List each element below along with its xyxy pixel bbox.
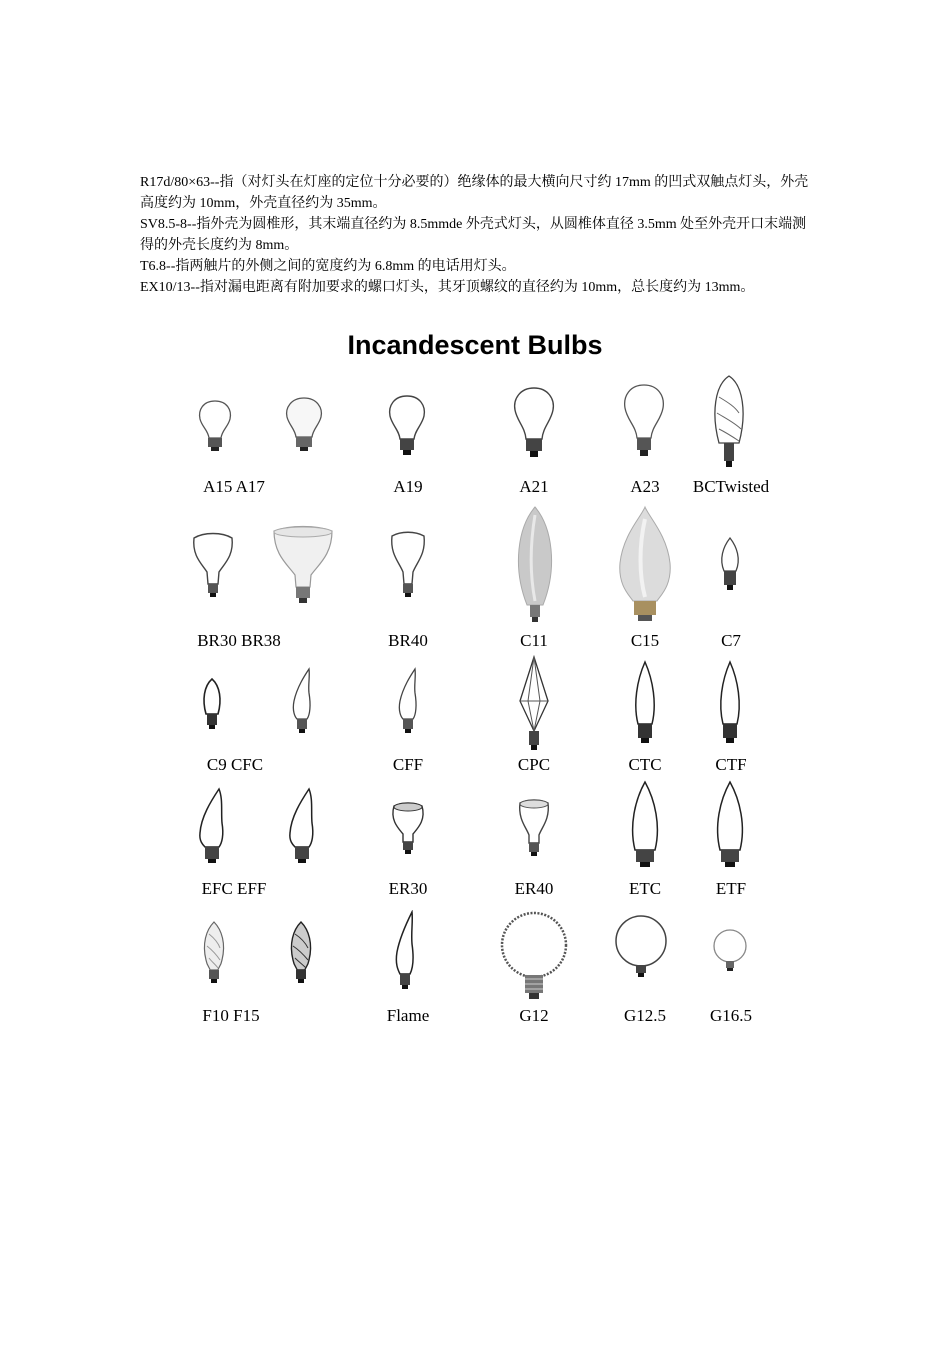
c9-bulb-icon — [199, 676, 225, 732]
label-cff: CFF — [392, 755, 424, 774]
label-er40: ER40 — [514, 879, 554, 898]
cff-bulb-icon — [393, 667, 423, 739]
label-c11: C11 — [520, 631, 548, 650]
cfc-bulb-icon — [287, 667, 317, 739]
label-ctf: CTF — [715, 755, 747, 774]
label-ctc: CTC — [628, 755, 662, 774]
label-cpc: CPC — [517, 755, 551, 774]
label-f10-f15: F10 F15 — [202, 1006, 260, 1025]
label-flame: Flame — [386, 1006, 430, 1025]
spec-paragraphs — [140, 172, 820, 298]
eff-bulb-icon — [285, 787, 319, 867]
spec-r17d: R17d/80×63--指（对灯头在灯座的定位十分必要的）绝缘体的最大横向尺寸约 17mm 的凹式双触点灯头，外壳高度约为 10mm，外壳直径约为 35mm。 — [140, 175, 809, 211]
label-etc: ETC — [628, 879, 662, 898]
label-a15-a17: A15 A17 — [203, 477, 265, 496]
br30-bulb-icon — [188, 530, 238, 600]
br40-bulb-icon — [387, 528, 429, 600]
c11-bulb-icon — [508, 505, 562, 625]
f10-bulb-icon — [198, 920, 230, 986]
spec-ex10: EX10/13--指对漏电距离有附加要求的螺口灯头，其牙顶螺纹的直径约为 10mm，总长度约为 13mm。 — [140, 280, 755, 295]
label-etf: ETF — [715, 879, 747, 898]
cpc-bulb-icon — [514, 655, 554, 755]
a19-bulb-icon — [385, 393, 429, 459]
label-c9-cfc: C9 CFC — [206, 755, 264, 774]
er30-bulb-icon — [388, 800, 428, 858]
er40-bulb-icon — [514, 797, 554, 861]
label-er30: ER30 — [388, 879, 428, 898]
a15-bulb-icon — [194, 398, 236, 454]
g16-5-bulb-icon — [711, 927, 749, 975]
label-c15: C15 — [630, 631, 660, 650]
label-a21: A21 — [519, 477, 549, 496]
label-g12-5: G12.5 — [623, 1006, 667, 1025]
br38-bulb-icon — [270, 525, 336, 605]
label-br40: BR40 — [388, 631, 428, 650]
label-g16-5: G16.5 — [709, 1006, 753, 1025]
label-bctwisted: BCTwisted — [692, 477, 770, 496]
label-a23: A23 — [630, 477, 660, 496]
ctc-bulb-icon — [630, 660, 660, 750]
g12-bulb-icon — [494, 907, 574, 1007]
label-efc-eff: EFC EFF — [201, 879, 267, 898]
etf-bulb-icon — [712, 780, 748, 872]
label-a19: A19 — [393, 477, 423, 496]
bctwisted-bulb-icon — [705, 373, 753, 477]
etc-bulb-icon — [627, 780, 663, 872]
c15-bulb-icon — [615, 505, 675, 627]
a23-bulb-icon — [620, 382, 668, 462]
efc-bulb-icon — [195, 787, 229, 867]
label-c7: C7 — [721, 631, 741, 650]
label-g12: G12 — [519, 1006, 549, 1025]
spec-sv8-5: SV8.5-8--指外壳为圆椎形，其末端直径约为 8.5mmde 外壳式灯头，从圆椎体直径 3.5mm 处至外壳开口末端测得的外壳长度约为 8mm。 — [140, 217, 807, 253]
f15-bulb-icon — [285, 920, 317, 986]
ctf-bulb-icon — [715, 660, 745, 750]
a21-bulb-icon — [510, 385, 558, 463]
page-title: Incandescent Bulbs — [347, 330, 603, 360]
c7-bulb-icon — [715, 535, 745, 597]
label-br30-br38: BR30 BR38 — [197, 631, 281, 650]
flame-bulb-icon — [390, 910, 420, 996]
a17-bulb-icon — [281, 395, 327, 455]
spec-t6-8: T6.8--指两触片的外侧之间的宽度约为 6.8mm 的电话用灯头。 — [140, 259, 516, 274]
g12-5-bulb-icon — [613, 913, 669, 979]
